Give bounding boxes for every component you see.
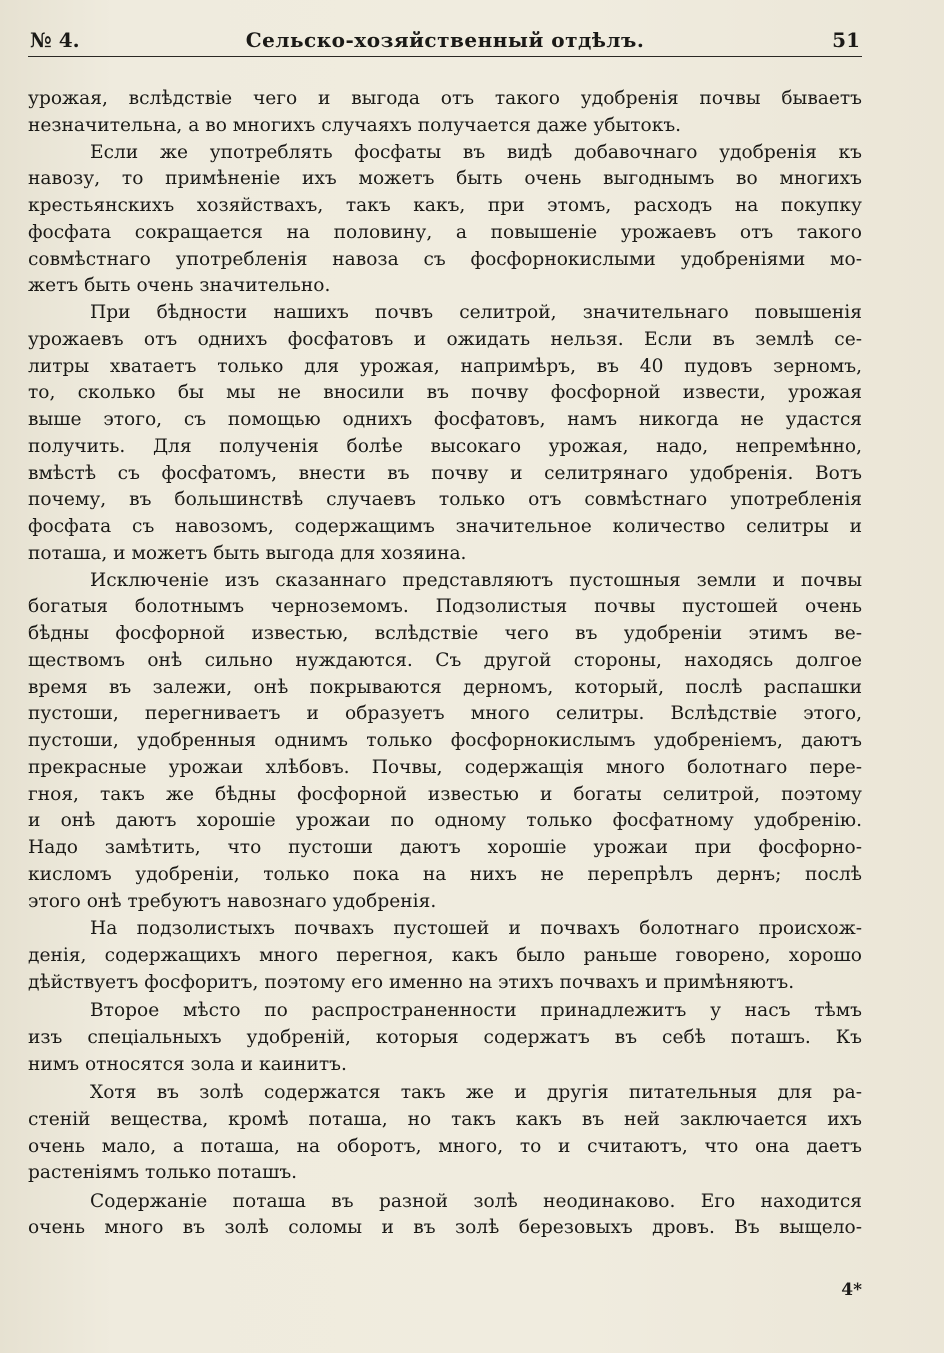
text-line: Второе мѣсто по распространенности принадлежитъ у насъ тѣмъ [90, 1000, 862, 1022]
text-line: изъ спеціальныхъ удобреній, которыя содержатъ въ себѣ поташъ. Къ [28, 1027, 862, 1049]
text-line: то, сколько бы мы не вносили въ почву фосфорной извести, урожая [28, 382, 862, 404]
text-line: урожая, вслѣдствіе чего и выгода отъ такого удобренія почвы бываетъ [28, 88, 862, 109]
text-line: На подзолистыхъ почвахъ пустошей и почвахъ болотнаго происхож- [90, 918, 862, 940]
text-line: прекрасные урожаи хлѣбовъ. Почвы, содержащія много болотнаго пере- [28, 756, 862, 778]
text-line: растеніямъ только поташъ. [28, 1162, 298, 1184]
page-number: 51 [832, 28, 860, 52]
paragraph [28, 568, 862, 916]
signature-mark: 4* [841, 1280, 862, 1300]
text-line: навозу, то примѣненіе ихъ можетъ быть очень выгоднымъ во многихъ [28, 168, 862, 190]
text-line: Надо замѣтить, что пустоши даютъ хорошіе урожаи при фосфорно- [28, 837, 862, 858]
text-line: и онѣ даютъ хорошіе урожаи по одному только фосфатному удобренію. [28, 810, 862, 832]
text-line: этого онѣ требуютъ навознаго удобренія. [28, 890, 437, 912]
text-line: Хотя въ золѣ содержатся такъ же и другія питательныя для ра- [90, 1082, 862, 1104]
text-line: получить. Для полученія болѣе высокаго урожая, надо, непремѣнно, [28, 435, 862, 457]
issue-number: № 4. [30, 28, 80, 52]
text-line: фосфата съ навозомъ, содержащимъ значительное количество селитры и [28, 516, 862, 537]
text-line: ществомъ онѣ сильно нуждаются. Съ другой стороны, находясь долгое [28, 649, 862, 671]
text-line: время въ залежи, онѣ покрываются дерномъ, который, послѣ распашки [28, 676, 862, 698]
text-line: очень много въ золѣ соломы и въ золѣ березовыхъ дровъ. Въ выщело- [28, 1217, 862, 1239]
text-line: нимъ относятся зола и каинитъ. [28, 1053, 347, 1075]
text-line: При бѣдности нашихъ почвъ селитрой, значительнаго повышенія [90, 302, 862, 323]
paragraph [28, 86, 862, 140]
paragraph [28, 300, 862, 568]
text-line: пустоши, перегниваетъ и образуетъ много селитры. Вслѣдствіе этого, [28, 703, 862, 725]
text-line: Если же употреблять фосфаты въ видѣ добавочнаго удобренія къ [90, 141, 862, 163]
text-line: жетъ быть очень значительно. [28, 275, 331, 297]
text-line: денія, содержащихъ много перегноя, какъ было раньше говорено, хорошо [28, 945, 862, 967]
text-line: незначительна, а во многихъ случаяхъ получается даже убытокъ. [28, 114, 682, 136]
text-line: дѣйствуетъ фосфоритъ, поэтому его именно на этихъ почвахъ и примѣняютъ. [28, 971, 795, 993]
paragraph [28, 1080, 862, 1187]
text-line: Содержаніе поташа въ разной золѣ неодинаково. Его находится [90, 1190, 862, 1212]
running-header [28, 26, 862, 57]
text-line: совмѣстнаго употребленія навоза съ фосфорнокислыми удобреніями мо- [28, 248, 862, 270]
text-line: кисломъ удобреніи, только пока на нихъ не перепрѣлъ дернъ; послѣ [28, 863, 862, 885]
text-line: крестьянскихъ хозяйствахъ, такъ какъ, при этомъ, расходъ на покупку [28, 195, 862, 216]
paragraph [28, 916, 862, 996]
text-line: бѣдны фосфорной известью, вслѣдствіе чего въ удобреніи этимъ ве- [28, 623, 862, 644]
text-line: богатыя болотнымъ черноземомъ. Подзолистыя почвы пустошей очень [28, 596, 862, 618]
text-line: фосфата сокращается на половину, а повышеніе урожаевъ отъ такого [28, 221, 862, 243]
section-title: Сельско-хозяйственный отдѣлъ. [245, 28, 645, 52]
text-line: поташа, и можетъ быть выгода для хозяина. [28, 542, 467, 564]
text-line: пустоши, удобренныя однимъ только фосфорнокислымъ удобреніемъ, даютъ [28, 730, 862, 751]
paragraph [28, 1189, 862, 1243]
body-text [28, 86, 862, 1242]
text-line: литры хватаетъ только для урожая, напримѣръ, въ 40 пудовъ зерномъ, [28, 355, 862, 377]
text-line: гноя, такъ же бѣдны фосфорной известью и богаты селитрой, поэтому [28, 783, 862, 805]
text-line: вмѣстѣ съ фосфатомъ, внести въ почву и селитрянаго удобренія. Вотъ [28, 462, 862, 484]
text-line: выше этого, съ помощью однихъ фосфатовъ, намъ никогда не удастся [28, 409, 862, 430]
text-line: урожаевъ отъ однихъ фосфатовъ и ожидать нельзя. Если въ землѣ се- [28, 328, 862, 350]
paragraph [28, 140, 862, 301]
text-line: Исключеніе изъ сказаннаго представляютъ пустошныя земли и почвы [90, 569, 862, 591]
text-line: очень мало, а поташа, на оборотъ, много, то и считаютъ, что она даетъ [28, 1135, 862, 1157]
text-line: почему, въ большинствѣ случаевъ только отъ совмѣстнаго употребленія [28, 489, 862, 511]
text-line: стеній вещества, кромѣ поташа, но такъ какъ въ ней заключается ихъ [28, 1108, 862, 1130]
paragraph [28, 998, 862, 1078]
